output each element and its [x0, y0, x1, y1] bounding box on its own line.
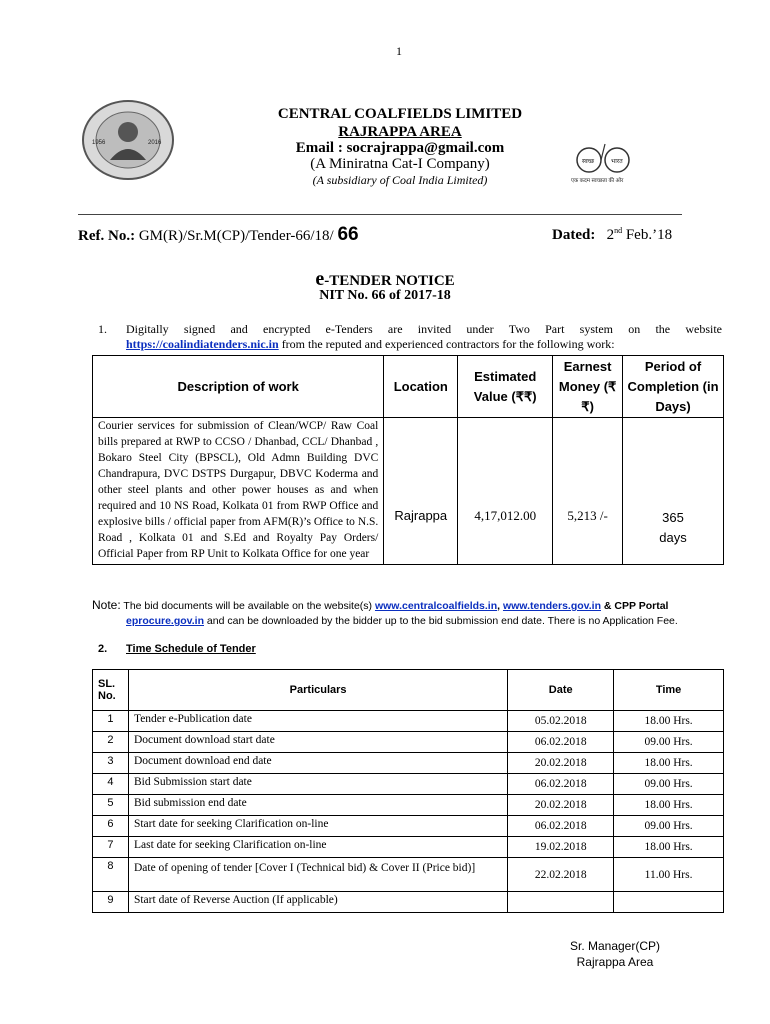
table-row: [93, 858, 724, 892]
table-row: [93, 816, 724, 837]
row-particular: Bid submission end date: [128, 795, 507, 816]
row-time: [614, 892, 724, 913]
header-time: Time: [614, 670, 724, 711]
work-period: [623, 418, 724, 565]
signature-title: Sr. Manager(CP): [569, 939, 661, 953]
work-location: Rajrappa: [384, 418, 458, 565]
tenders-gov-link[interactable]: www.tenders.gov.in: [502, 600, 601, 612]
coalindiatenders-link[interactable]: https://coalindiatenders.nic.in: [126, 337, 279, 351]
note-text2: and can be downloaded by the bidder up to the bid submission end date. There is no Application Fee.: [204, 615, 678, 627]
row-date: 06.02.2018: [508, 732, 614, 753]
header-divider: [78, 214, 682, 215]
row-particular: Date of opening of tender [Cover I (Technical bid) & Cover II (Price bid)]: [128, 858, 507, 892]
reference-number: [78, 224, 359, 246]
notice-date: [552, 226, 672, 244]
note-sep: ,: [497, 600, 503, 612]
note: [92, 598, 724, 629]
row-date: [508, 892, 614, 913]
subsidiary-note: (A subsidiary of Coal India Limited): [312, 173, 488, 187]
header-estimated-value: Estimated Value (₹₹): [458, 356, 553, 418]
work-earnest-money: 5,213 /-: [553, 418, 623, 565]
row-particular: Start date of Reverse Auction (If applicable): [128, 892, 507, 913]
section2-number: 2.: [98, 643, 108, 655]
para1-line1: Digitally signed and encrypted e-Tenders are invited under Two Part system on the website: [126, 322, 722, 336]
note-text1: The bid documents will be available on the website(s): [120, 600, 375, 612]
section2-title: Time Schedule of Tender: [126, 643, 256, 655]
header-date: Date: [508, 670, 614, 711]
row-date: 06.02.2018: [508, 774, 614, 795]
emblem-word-right: भारत: [611, 159, 623, 165]
row-particular: Document download start date: [128, 732, 507, 753]
table-row: [93, 837, 724, 858]
ref-number: 66: [337, 224, 359, 245]
row-date: 20.02.2018: [508, 795, 614, 816]
row-time: 09.00 Hrs.: [614, 816, 724, 837]
table-row: [93, 711, 724, 732]
row-time: 18.00 Hrs.: [614, 795, 724, 816]
schedule-header-row: [93, 670, 724, 711]
notice-title-rest: -TENDER NOTICE: [324, 273, 455, 289]
para1-text: [126, 322, 722, 352]
row-time: 18.00 Hrs.: [614, 711, 724, 732]
row-sl: 7: [93, 837, 129, 858]
work-table-header-row: [93, 356, 724, 418]
row-particular: Start date for seeking Clarification on-line: [128, 816, 507, 837]
header-particulars: Particulars: [128, 670, 507, 711]
nit-number: NIT No. 66 of 2017-18: [319, 288, 451, 303]
row-sl: 5: [93, 795, 129, 816]
work-period-unit: days: [659, 530, 687, 545]
row-time: 18.00 Hrs.: [614, 837, 724, 858]
row-particular: Bid Submission start date: [128, 774, 507, 795]
work-estimated-value: 4,17,012.00: [458, 418, 553, 565]
para1-number: 1.: [98, 322, 107, 336]
eprocure-link[interactable]: eprocure.gov.in: [126, 615, 204, 627]
company-category: (A Miniratna Cat-I Company): [310, 156, 490, 172]
signature-block: [560, 938, 670, 970]
seal-year-right: 2016: [148, 140, 162, 146]
row-sl: 4: [93, 774, 129, 795]
header-sl-no: SL. No.: [93, 670, 129, 711]
date-suffix: nd: [614, 226, 623, 235]
emblem-word-left: स्वच्छ: [582, 159, 595, 165]
emblem-tagline: एक कदम स्वच्छता की ओर: [571, 178, 624, 184]
row-date: 06.02.2018: [508, 816, 614, 837]
row-time: 11.00 Hrs.: [614, 858, 724, 892]
swachh-bharat-emblem: [565, 140, 643, 188]
row-sl: 3: [93, 753, 129, 774]
signature-area: Rajrappa Area: [576, 955, 654, 969]
row-particular: Document download end date: [128, 753, 507, 774]
row-date: 19.02.2018: [508, 837, 614, 858]
row-time: 09.00 Hrs.: [614, 774, 724, 795]
area-name: RAJRAPPA AREA: [338, 124, 462, 140]
table-row: [93, 892, 724, 913]
note-label: Note:: [92, 598, 121, 612]
row-time: 09.00 Hrs.: [614, 732, 724, 753]
row-date: 20.02.2018: [508, 753, 614, 774]
table-row: [93, 795, 724, 816]
header-description: Description of work: [93, 356, 384, 418]
company-seal-logo: [80, 98, 176, 182]
work-table: [92, 355, 724, 565]
ref-value: GM(R)/Sr.M(CP)/Tender-66/18/: [138, 228, 334, 244]
row-date: 22.02.2018: [508, 858, 614, 892]
work-period-number: 365: [662, 510, 684, 525]
row-sl: 6: [93, 816, 129, 837]
notice-title-e: e: [315, 268, 325, 290]
ref-label: Ref. No.:: [78, 228, 136, 244]
work-table-row: [93, 418, 724, 565]
row-sl: 9: [93, 892, 129, 913]
date-day: 2: [606, 227, 615, 243]
seal-year-left: 1956: [92, 140, 106, 146]
row-sl: 8: [93, 858, 129, 892]
note-cpp-portal: & CPP Portal: [600, 600, 669, 612]
row-particular: Tender e-Publication date: [128, 711, 507, 732]
date-rest: Feb.’18: [625, 227, 673, 243]
work-description: Courier services for submission of Clean/WCP/ Raw Coal bills prepared at RWP to CCSO / Dhanbad, CCL/ Dhanbad , Bokaro Steel City (BPSCL), Old Admn Building DVC Chandrapura, DVC DSTPS Durgapur, DBVC Koderma and other steel plants and other power houses as and when required and 10 NS Road, Kolkata 01 from RWP Office and explosive bills / official paper from AFM(R)’s Office to N.S. Road , Kolkata 01 and S.Ed and Royalty Pay Orders/ Official Paper from RP Unit to Kolkata Office for one year: [93, 418, 384, 565]
centralcoalfields-link[interactable]: www.centralcoalfields.in: [374, 600, 498, 612]
row-time: 18.00 Hrs.: [614, 753, 724, 774]
header-location: Location: [384, 356, 458, 418]
company-name: CENTRAL COALFIELDS LIMITED: [277, 106, 523, 122]
row-date: 05.02.2018: [508, 711, 614, 732]
header-period: Period of Completion (in Days): [623, 356, 724, 418]
header-earnest-money: Earnest Money (₹₹): [553, 356, 623, 418]
row-particular: Last date for seeking Clarification on-line: [128, 837, 507, 858]
row-sl: 1: [93, 711, 129, 732]
table-row: [93, 774, 724, 795]
table-row: [93, 732, 724, 753]
schedule-table: [92, 669, 724, 913]
para1-line2: from the reputed and experienced contractors for the following work:: [278, 337, 615, 351]
contact-email: Email : socrajrappa@gmail.com: [295, 140, 505, 156]
page-number: 1: [396, 44, 402, 58]
date-label: Dated:: [552, 227, 596, 243]
table-row: [93, 753, 724, 774]
row-sl: 2: [93, 732, 129, 753]
